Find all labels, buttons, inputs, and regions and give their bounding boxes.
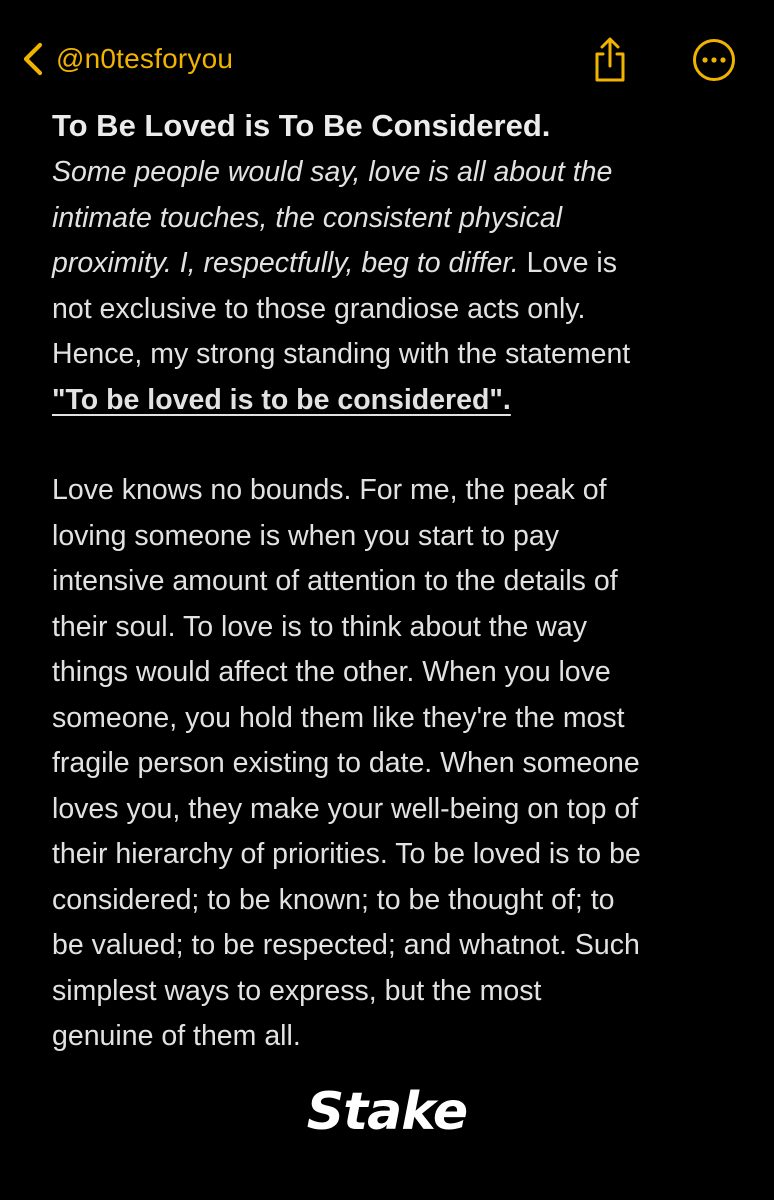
more-icon xyxy=(692,38,736,82)
chevron-left-icon xyxy=(20,36,50,82)
italic-segment: proximity. I, respectfully, beg to differ. xyxy=(52,247,519,279)
text-line: their hierarchy of priorities. To be loved is to be xyxy=(52,838,641,870)
text-line: considered; to be known; to be thought of; to xyxy=(52,883,615,916)
back-button[interactable] xyxy=(20,36,233,82)
nav-bar xyxy=(0,0,774,100)
more-button[interactable] xyxy=(692,38,736,82)
stake-logo: Stake xyxy=(306,1082,468,1142)
text-line: loving someone is when you start to pay xyxy=(52,519,559,552)
text-line: Hence, my strong standing with the statement xyxy=(52,338,631,370)
text-segment: Love is xyxy=(518,247,617,279)
text-line: Love knows no bounds. For me, the peak of xyxy=(52,474,607,506)
text-line: be valued; to be respected; and whatnot. Such xyxy=(52,929,640,961)
italic-line: Some people would say, love is all about the xyxy=(52,156,613,188)
share-icon xyxy=(588,36,632,84)
text-line: intensive amount of attention to the details of xyxy=(52,565,618,597)
paragraph-spacer xyxy=(52,423,742,468)
paragraph-intro xyxy=(52,150,742,423)
text-line: simplest ways to express, but the most xyxy=(52,974,542,1007)
text-line: loves you, they make your well-being on top of xyxy=(52,792,639,825)
share-button[interactable] xyxy=(588,36,632,84)
text-line: not exclusive to those grandiose acts only. xyxy=(52,292,586,325)
text-line: their soul. To love is to think about the way xyxy=(52,610,587,643)
text-line: genuine of them all. xyxy=(52,1020,301,1052)
paragraph-body xyxy=(52,468,742,1060)
mixed-line xyxy=(52,241,742,287)
italic-line: intimate touches, the consistent physical xyxy=(52,201,563,234)
quote-statement: "To be loved is to be considered". xyxy=(52,383,511,416)
text-line: fragile person existing to date. When someone xyxy=(52,747,640,779)
note-body[interactable] xyxy=(52,104,742,1060)
text-line: things would affect the other. When you love xyxy=(52,656,611,688)
note-title: To Be Loved is To Be Considered. xyxy=(52,108,551,143)
text-line: someone, you hold them like they're the most xyxy=(52,701,625,734)
back-label: @n0tesforyou xyxy=(56,43,234,74)
